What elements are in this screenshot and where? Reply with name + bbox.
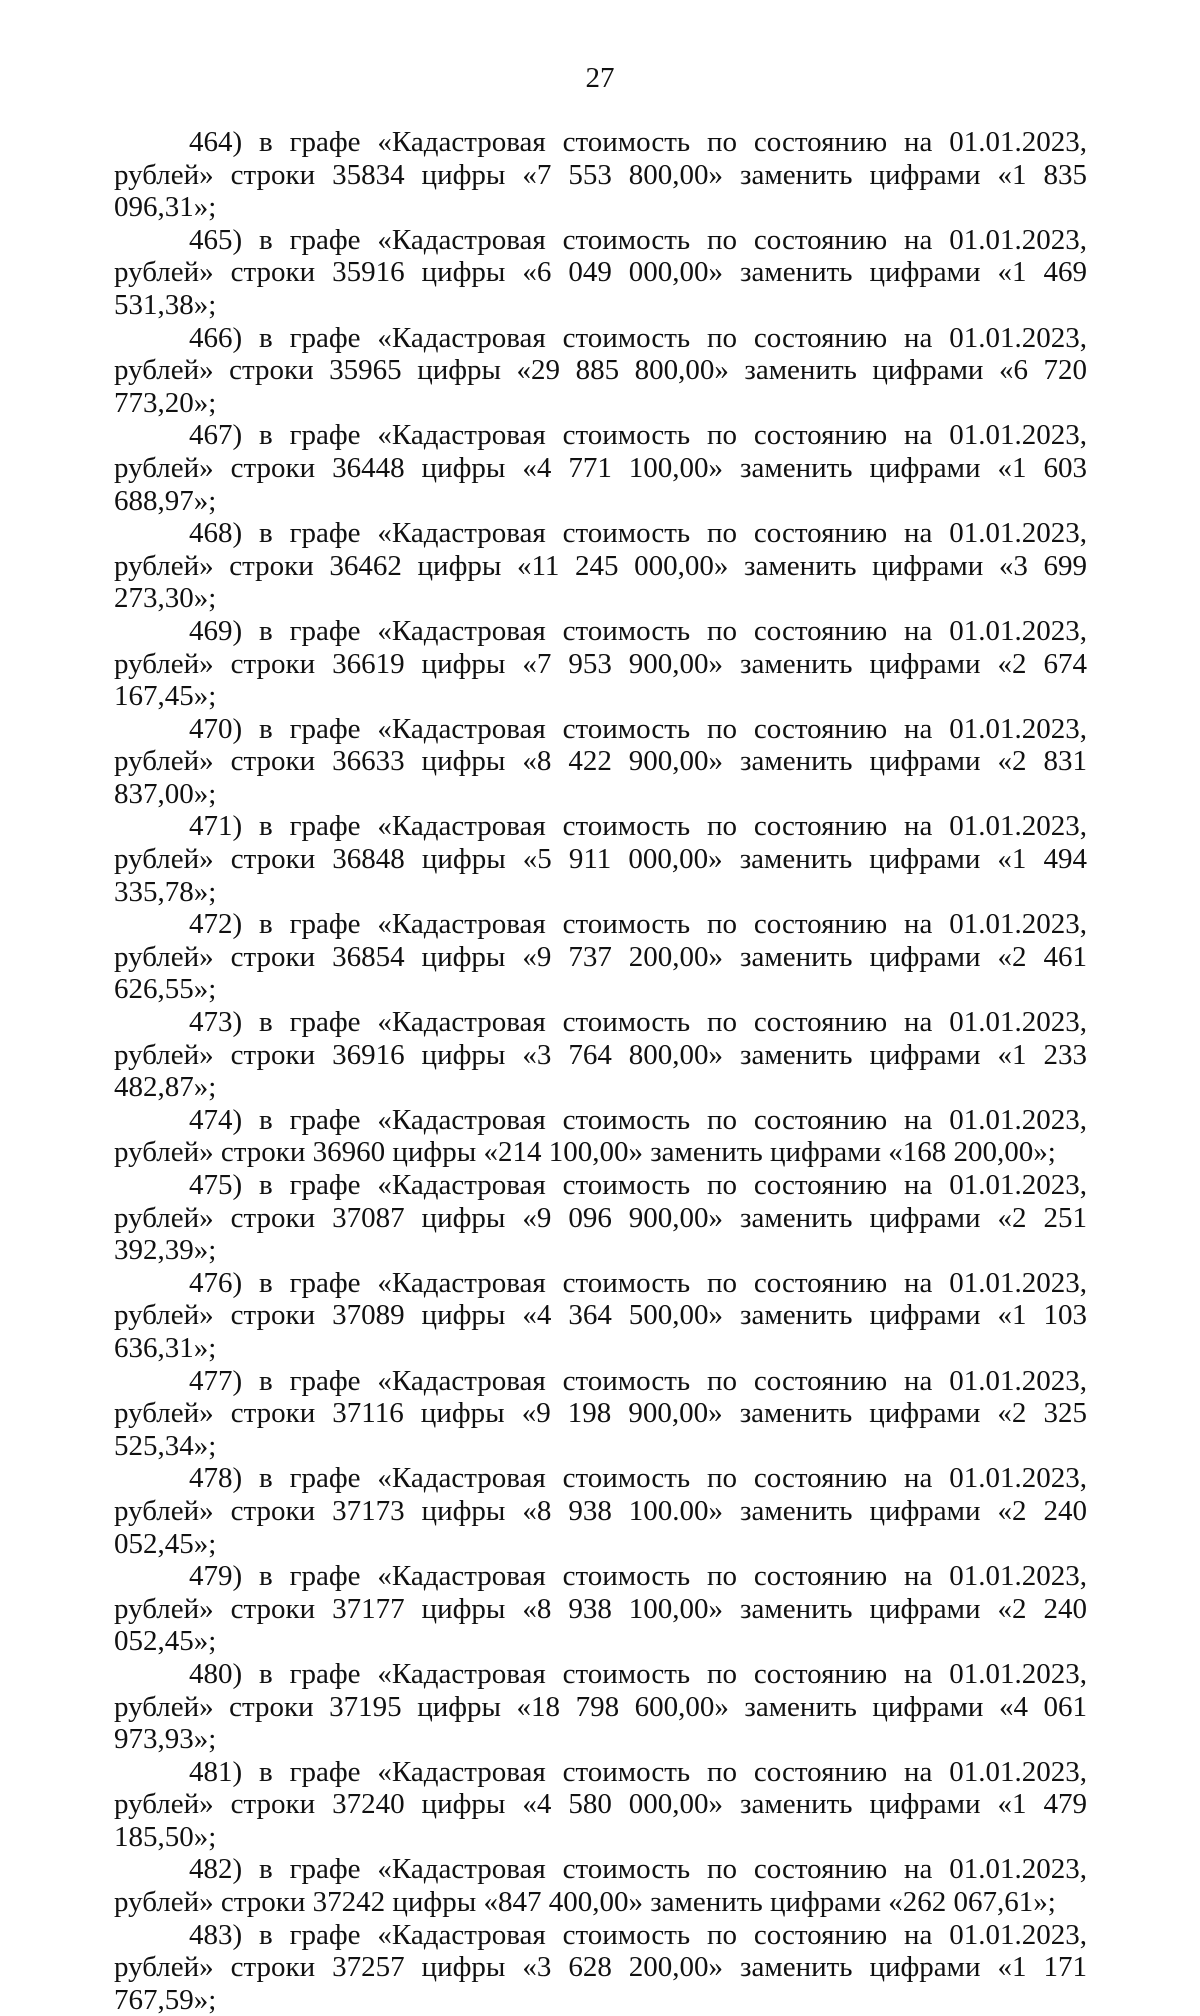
amendment-item-479: 479) в графе «Кадастровая стоимость по состоянию на 01.01.2023, рублей» строки 37177 цифры «8 938 100,00» заменить цифрами «2 240 052,45»; (114, 1560, 1087, 1658)
amendment-item-475: 475) в графе «Кадастровая стоимость по состоянию на 01.01.2023, рублей» строки 37087 цифры «9 096 900,00» заменить цифрами «2 251 392,39»; (114, 1169, 1087, 1267)
amendment-item-466: 466) в графе «Кадастровая стоимость по состоянию на 01.01.2023, рублей» строки 35965 цифры «29 885 800,00» заменить цифрами «6 720 773,20»; (114, 321, 1087, 419)
amendment-list (114, 126, 1087, 2016)
amendment-item-474: 474) в графе «Кадастровая стоимость по состоянию на 01.01.2023, рублей» строки 36960 цифры «214 100,00» заменить цифрами «168 200,00»; (114, 1103, 1087, 1169)
amendment-item-468: 468) в графе «Кадастровая стоимость по состоянию на 01.01.2023, рублей» строки 36462 цифры «11 245 000,00» заменить цифрами «3 699 273,30»; (114, 517, 1087, 615)
page-number: 27 (585, 62, 615, 94)
amendment-item-464: 464) в графе «Кадастровая стоимость по состоянию на 01.01.2023, рублей» строки 35834 цифры «7 553 800,00» заменить цифрами «1 835 096,31»; (114, 126, 1087, 224)
amendment-item-482: 482) в графе «Кадастровая стоимость по состоянию на 01.01.2023, рублей» строки 37242 цифры «847 400,00» заменить цифрами «262 067,61»; (114, 1853, 1087, 1919)
amendment-item-478: 478) в графе «Кадастровая стоимость по состоянию на 01.01.2023, рублей» строки 37173 цифры «8 938 100.00» заменить цифрами «2 240 052,45»; (114, 1462, 1087, 1560)
amendment-item-470: 470) в графе «Кадастровая стоимость по состоянию на 01.01.2023, рублей» строки 36633 цифры «8 422 900,00» заменить цифрами «2 831 837,00»; (114, 712, 1087, 810)
amendment-item-483: 483) в графе «Кадастровая стоимость по состоянию на 01.01.2023, рублей» строки 37257 цифры «3 628 200,00» заменить цифрами «1 171 767,59»; (114, 1918, 1087, 2016)
amendment-item-481: 481) в графе «Кадастровая стоимость по состоянию на 01.01.2023, рублей» строки 37240 цифры «4 580 000,00» заменить цифрами «1 479 185,50»; (114, 1755, 1087, 1853)
amendment-item-465: 465) в графе «Кадастровая стоимость по состоянию на 01.01.2023, рублей» строки 35916 цифры «6 049 000,00» заменить цифрами «1 469 531,38»; (114, 223, 1087, 321)
amendment-item-473: 473) в графе «Кадастровая стоимость по состоянию на 01.01.2023, рублей» строки 36916 цифры «3 764 800,00» заменить цифрами «1 233 482,87»; (114, 1006, 1087, 1104)
amendment-item-476: 476) в графе «Кадастровая стоимость по состоянию на 01.01.2023, рублей» строки 37089 цифры «4 364 500,00» заменить цифрами «1 103 636,31»; (114, 1266, 1087, 1364)
amendment-item-480: 480) в графе «Кадастровая стоимость по состоянию на 01.01.2023, рублей» строки 37195 цифры «18 798 600,00» заменить цифрами «4 061 973,93»; (114, 1657, 1087, 1756)
amendment-item-472: 472) в графе «Кадастровая стоимость по состоянию на 01.01.2023, рублей» строки 36854 цифры «9 737 200,00» заменить цифрами «2 461 626,55»; (114, 908, 1087, 1006)
amendment-item-477: 477) в графе «Кадастровая стоимость по состоянию на 01.01.2023, рублей» строки 37116 цифры «9 198 900,00» заменить цифрами «2 325 525,34»; (114, 1364, 1087, 1462)
amendment-item-471: 471) в графе «Кадастровая стоимость по состоянию на 01.01.2023, рублей» строки 36848 цифры «5 911 000,00» заменить цифрами «1 494 335,78»; (114, 810, 1087, 908)
amendment-item-469: 469) в графе «Кадастровая стоимость по состоянию на 01.01.2023, рублей» строки 36619 цифры «7 953 900,00» заменить цифрами «2 674 167,45»; (114, 614, 1087, 713)
amendment-item-467: 467) в графе «Кадастровая стоимость по состоянию на 01.01.2023, рублей» строки 36448 цифры «4 771 100,00» заменить цифрами «1 603 688,97»; (114, 419, 1087, 517)
